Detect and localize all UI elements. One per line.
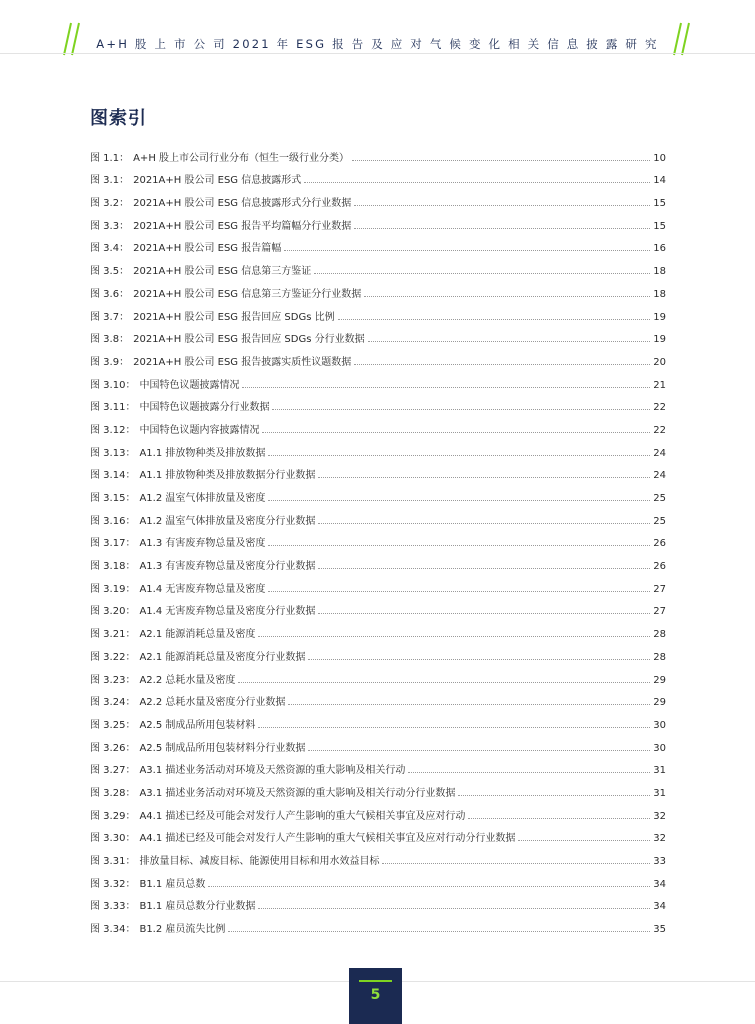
page-number-accent (359, 980, 392, 982)
toc-entry[interactable] (90, 141, 666, 164)
toc-figure-number: 图 1.1： (90, 152, 130, 164)
toc-figure-number: 图 3.29： (90, 810, 136, 822)
toc-page-number: 19 (653, 311, 666, 323)
toc-dot-leader (318, 613, 650, 614)
toc-page-number: 26 (653, 538, 666, 550)
toc-entry-title: 2021A+H 股公司 ESG 报告回应 SDGs 比例 (133, 311, 335, 323)
figure-index-list (90, 141, 666, 935)
toc-entry[interactable] (90, 164, 666, 187)
toc-entry-title: A+H 股上市公司行业分布（恒生一级行业分类） (133, 152, 350, 164)
toc-entry-title: A1.1 排放物种类及排放数据 (139, 447, 266, 459)
toc-page-number: 30 (653, 719, 666, 731)
header-title: A+H 股 上 市 公 司 2021 年 ESG 报 告 及 应 对 气 候 变 化 相 关 信 息 披 露 研 究 (96, 37, 659, 51)
toc-figure-number: 图 3.8： (90, 334, 130, 346)
toc-entry[interactable] (90, 867, 666, 890)
toc-figure-number: 图 3.1： (90, 175, 130, 187)
toc-entry-title: B1.1 雇员总数分行业数据 (139, 901, 256, 913)
toc-figure-number: 图 3.20： (90, 606, 136, 618)
toc-entry-title: A1.4 无害废弃物总量及密度 (139, 583, 266, 595)
toc-page-number: 30 (653, 742, 666, 754)
toc-dot-leader (272, 409, 650, 410)
toc-page-number: 31 (653, 765, 666, 777)
toc-entry[interactable] (90, 209, 666, 232)
toc-page-number: 29 (653, 674, 666, 686)
toc-dot-leader (318, 523, 650, 524)
toc-entry[interactable] (90, 708, 666, 731)
toc-entry[interactable] (90, 890, 666, 913)
toc-dot-leader (352, 160, 650, 161)
toc-entry[interactable] (90, 368, 666, 391)
toc-entry-title: A1.3 有害废弃物总量及密度分行业数据 (139, 561, 316, 573)
toc-figure-number: 图 3.19： (90, 583, 136, 595)
toc-figure-number: 图 3.25： (90, 719, 136, 731)
toc-entry[interactable] (90, 686, 666, 709)
toc-page-number: 19 (653, 334, 666, 346)
toc-dot-leader (268, 500, 650, 501)
toc-page-number: 14 (653, 175, 666, 187)
toc-entry[interactable] (90, 776, 666, 799)
toc-page-number: 32 (653, 810, 666, 822)
toc-entry-title: A1.1 排放物种类及排放数据分行业数据 (139, 470, 316, 482)
toc-page-number: 25 (653, 493, 666, 504)
toc-entry-title: A1.4 无害废弃物总量及密度分行业数据 (139, 606, 316, 618)
toc-dot-leader (308, 659, 650, 660)
toc-figure-number: 图 3.12： (90, 424, 136, 436)
toc-figure-number: 图 3.16： (90, 515, 136, 527)
toc-dot-leader (364, 296, 650, 297)
toc-entry[interactable] (90, 481, 666, 504)
toc-dot-leader (368, 341, 651, 342)
toc-entry[interactable] (90, 459, 666, 482)
toc-entry-title: 中国特色议题披露情况 (139, 379, 240, 391)
toc-dot-leader (268, 591, 650, 592)
toc-dot-leader (304, 182, 650, 183)
toc-figure-number: 图 3.33： (90, 901, 136, 913)
toc-entry-title: 2021A+H 股公司 ESG 信息第三方鉴证 (133, 266, 312, 278)
toc-figure-number: 图 3.31： (90, 856, 136, 867)
toc-figure-number: 图 3.26： (90, 742, 136, 754)
toc-dot-leader (314, 273, 650, 274)
toc-figure-number: 图 3.32： (90, 878, 136, 890)
toc-page-number: 21 (653, 379, 666, 391)
toc-entry-title: A2.1 能源消耗总量及密度分行业数据 (139, 651, 306, 663)
toc-entry[interactable] (90, 617, 666, 640)
toc-page-number: 24 (653, 470, 666, 482)
toc-entry-title: 排放量目标、减废目标、能源使用目标和用水效益目标 (139, 856, 380, 867)
toc-entry[interactable] (90, 186, 666, 209)
toc-entry-title: A4.1 描述已经及可能会对发行人产生影响的重大气候相关事宜及应对行动 (139, 810, 466, 822)
toc-entry[interactable] (90, 436, 666, 459)
toc-figure-number: 图 3.11： (90, 402, 136, 414)
toc-entry[interactable] (90, 754, 666, 777)
toc-dot-leader (242, 387, 650, 388)
toc-page-number: 35 (653, 924, 666, 936)
toc-page-number: 32 (653, 833, 666, 845)
toc-dot-leader (318, 477, 650, 478)
toc-page-number: 34 (653, 878, 666, 890)
toc-page-number: 22 (653, 424, 666, 436)
toc-dot-leader (268, 545, 650, 546)
toc-entry[interactable] (90, 391, 666, 414)
toc-entry-title: 2021A+H 股公司 ESG 报告平均篇幅分行业数据 (133, 220, 352, 232)
toc-entry-title: A2.2 总耗水量及密度分行业数据 (139, 697, 286, 709)
toc-entry[interactable] (90, 663, 666, 686)
toc-page-number: 15 (653, 198, 666, 210)
toc-page-number: 24 (653, 447, 666, 459)
toc-entry[interactable] (90, 345, 666, 368)
toc-figure-number: 图 3.14： (90, 470, 136, 482)
toc-dot-leader (382, 863, 650, 864)
toc-page-number: 22 (653, 402, 666, 414)
toc-entry-title: 2021A+H 股公司 ESG 报告篇幅 (133, 243, 282, 255)
toc-entry-title: A2.1 能源消耗总量及密度 (139, 629, 256, 641)
toc-page-number: 27 (653, 606, 666, 618)
toc-entry-title: 2021A+H 股公司 ESG 信息披露形式分行业数据 (133, 198, 352, 210)
toc-figure-number: 图 3.9： (90, 356, 130, 368)
toc-figure-number: 图 3.13： (90, 447, 136, 459)
section-title: 图索引 (90, 108, 147, 129)
toc-entry-title: A4.1 描述已经及可能会对发行人产生影响的重大气候相关事宜及应对行动分行业数据 (139, 833, 516, 845)
toc-entry[interactable] (90, 323, 666, 346)
green-slash-decoration-icon (668, 22, 692, 56)
toc-entry-title: A2.2 总耗水量及密度 (139, 674, 236, 686)
toc-entry[interactable] (90, 232, 666, 255)
toc-dot-leader (408, 772, 650, 773)
toc-entry-title: A3.1 描述业务活动对环境及天然资源的重大影响及相关行动分行业数据 (139, 787, 456, 799)
toc-dot-leader (468, 818, 650, 819)
toc-dot-leader (238, 682, 650, 683)
toc-dot-leader (308, 750, 650, 751)
toc-figure-number: 图 3.3： (90, 220, 130, 232)
toc-figure-number: 图 3.21： (90, 629, 136, 641)
toc-figure-number: 图 3.17： (90, 538, 136, 550)
toc-page-number: 20 (653, 356, 666, 368)
toc-entry[interactable] (90, 799, 666, 822)
toc-figure-number: 图 3.5： (90, 266, 130, 278)
toc-entry[interactable] (90, 595, 666, 618)
toc-page-number: 29 (653, 697, 666, 709)
header-divider (0, 53, 755, 54)
toc-page-number: 31 (653, 787, 666, 799)
toc-entry[interactable] (90, 731, 666, 754)
toc-figure-number: 图 3.6： (90, 288, 130, 300)
toc-page-number: 25 (653, 515, 666, 527)
page-number-box (349, 968, 402, 1024)
toc-page-number: 33 (653, 856, 666, 867)
toc-entry[interactable] (90, 549, 666, 572)
toc-entry-title: A2.5 制成品所用包装材料分行业数据 (139, 742, 306, 754)
toc-page-number: 28 (653, 629, 666, 641)
toc-entry-title: 中国特色议题内容披露情况 (139, 424, 260, 436)
toc-dot-leader (268, 455, 650, 456)
toc-dot-leader (288, 704, 650, 705)
toc-entry-title: B1.1 雇员总数 (139, 878, 206, 890)
toc-page-number: 27 (653, 583, 666, 595)
toc-entry[interactable] (90, 277, 666, 300)
toc-dot-leader (258, 908, 650, 909)
toc-figure-number: 图 3.15： (90, 493, 136, 504)
toc-page-number: 18 (653, 266, 666, 278)
toc-figure-number: 图 3.27： (90, 765, 136, 777)
toc-dot-leader (354, 364, 650, 365)
toc-dot-leader (262, 432, 650, 433)
toc-figure-number: 图 3.22： (90, 651, 136, 663)
page-header (0, 0, 755, 60)
toc-entry-title: A2.5 制成品所用包装材料 (139, 719, 256, 731)
toc-entry-title: B1.2 雇员流失比例 (139, 924, 226, 936)
toc-dot-leader (258, 636, 650, 637)
toc-entry[interactable] (90, 254, 666, 277)
toc-dot-leader (518, 840, 650, 841)
toc-entry-title: 中国特色议题披露分行业数据 (139, 402, 270, 414)
toc-page-number: 28 (653, 651, 666, 663)
toc-dot-leader (338, 319, 651, 320)
toc-figure-number: 图 3.10： (90, 379, 136, 391)
toc-dot-leader (354, 205, 650, 206)
toc-page-number: 18 (653, 288, 666, 300)
toc-dot-leader (458, 795, 650, 796)
toc-dot-leader (284, 250, 650, 251)
toc-entry[interactable] (90, 844, 666, 867)
toc-entry[interactable] (90, 912, 666, 935)
toc-figure-number: 图 3.23： (90, 674, 136, 686)
toc-page-number: 10 (653, 152, 666, 164)
toc-entry[interactable] (90, 300, 666, 323)
toc-entry-title: 2021A+H 股公司 ESG 报告披露实质性议题数据 (133, 356, 352, 368)
toc-entry[interactable] (90, 640, 666, 663)
toc-entry-title: A3.1 描述业务活动对环境及天然资源的重大影响及相关行动 (139, 765, 406, 777)
toc-figure-number: 图 3.30： (90, 833, 136, 845)
toc-entry-title: A1.2 温室气体排放量及密度分行业数据 (139, 515, 316, 527)
toc-entry-title: 2021A+H 股公司 ESG 信息第三方鉴证分行业数据 (133, 288, 362, 300)
toc-dot-leader (208, 886, 650, 887)
toc-entry[interactable] (90, 572, 666, 595)
toc-figure-number: 图 3.18： (90, 561, 136, 573)
toc-entry[interactable] (90, 527, 666, 550)
toc-figure-number: 图 3.28： (90, 787, 136, 799)
toc-dot-leader (228, 931, 650, 932)
toc-figure-number: 图 3.34： (90, 924, 136, 936)
toc-figure-number: 图 3.24： (90, 697, 136, 709)
toc-figure-number: 图 3.4： (90, 243, 130, 255)
toc-figure-number: 图 3.2： (90, 198, 130, 210)
toc-page-number: 16 (653, 243, 666, 255)
toc-page-number: 26 (653, 561, 666, 573)
toc-page-number: 15 (653, 220, 666, 232)
toc-entry-title: A1.3 有害废弃物总量及密度 (139, 538, 266, 550)
toc-entry[interactable] (90, 504, 666, 527)
toc-entry[interactable] (90, 413, 666, 436)
toc-entry-title: 2021A+H 股公司 ESG 信息披露形式 (133, 175, 302, 187)
green-slash-decoration-icon (62, 22, 86, 56)
page-number: 5 (370, 987, 381, 1003)
toc-page-number: 34 (653, 901, 666, 913)
toc-dot-leader (354, 228, 650, 229)
toc-dot-leader (318, 568, 650, 569)
toc-entry-title: 2021A+H 股公司 ESG 报告回应 SDGs 分行业数据 (133, 334, 365, 346)
toc-entry[interactable] (90, 822, 666, 845)
toc-figure-number: 图 3.7： (90, 311, 130, 323)
toc-entry-title: A1.2 温室气体排放量及密度 (139, 493, 266, 504)
toc-dot-leader (258, 727, 650, 728)
